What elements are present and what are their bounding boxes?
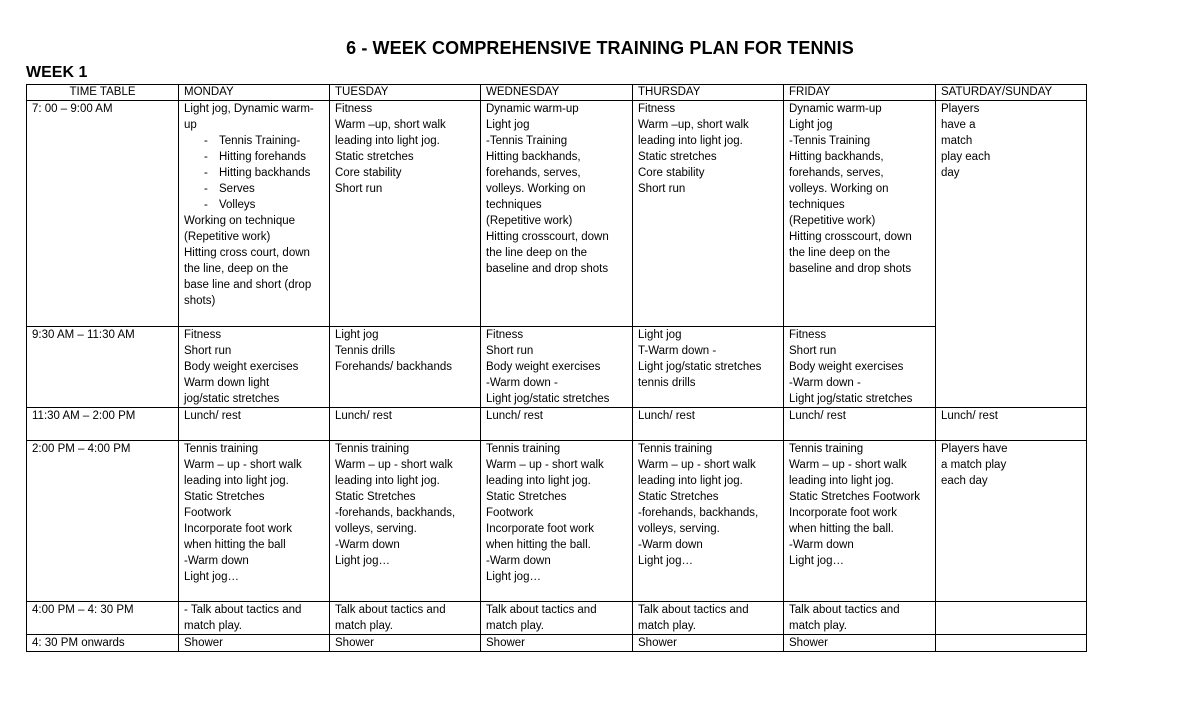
wednesday-cell — [481, 101, 633, 327]
cell-line: Core stability — [638, 167, 705, 179]
cell-line: volleys. Working on — [789, 183, 889, 195]
thursday-cell — [633, 327, 784, 408]
cell-line: leading into light jog. — [184, 475, 289, 487]
tennis-training-list — [184, 133, 324, 213]
weekend-cell — [936, 441, 1087, 602]
cell-line: leading into light jog. — [638, 135, 743, 147]
cell-line: match play. — [638, 620, 696, 632]
cell-line: Warm – up - short walk — [184, 459, 302, 471]
cell-line: - Talk about tactics and — [184, 604, 302, 616]
cell-line: Light jog… — [789, 555, 844, 567]
friday-cell — [784, 602, 936, 635]
cell-line: Dynamic warm-up — [789, 103, 882, 115]
cell-line: Hitting backhands, — [486, 151, 581, 163]
friday-cell — [784, 327, 936, 408]
thursday-cell — [633, 101, 784, 327]
cell-line: jog/static stretches — [184, 393, 280, 405]
cell-line: leading into light jog. — [486, 475, 591, 487]
cell-line: Incorporate foot work — [789, 507, 898, 519]
cell-line: leading into light jog. — [789, 475, 894, 487]
cell-line: Working on technique — [184, 215, 296, 227]
cell-line: match — [941, 135, 973, 147]
cell-line: Body weight exercises — [789, 361, 904, 373]
tuesday-cell — [330, 101, 481, 327]
cell-line: tennis drills — [638, 377, 696, 389]
cell-line: Short run — [638, 183, 686, 195]
monday-cell — [179, 327, 330, 408]
header-friday: FRIDAY — [784, 85, 936, 101]
cell-line: Body weight exercises — [184, 361, 299, 373]
training-table — [26, 84, 1087, 652]
cell-line: Hitting crosscourt, down — [486, 231, 609, 243]
cell-line: (Repetitive work) — [789, 215, 876, 227]
cell-line: day — [941, 167, 960, 179]
time-cell: 7: 00 – 9:00 AM — [27, 101, 179, 327]
cell-line: -Warm down — [335, 539, 400, 551]
wednesday-cell — [481, 602, 633, 635]
cell-line: Static stretches — [335, 151, 414, 163]
cell-line: Static Stretches — [335, 491, 416, 503]
cell-line: Static Stretches — [486, 491, 567, 503]
time-cell: 2:00 PM – 4:00 PM — [27, 441, 179, 602]
cell-line: Hitting backhands, — [789, 151, 884, 163]
time-cell: 11:30 AM – 2:00 PM — [27, 408, 179, 441]
weekend-cell — [936, 602, 1087, 635]
cell-line: baseline and drop shots — [486, 263, 609, 275]
cell-line: Hitting cross court, down — [184, 247, 310, 259]
cell-line: (Repetitive work) — [486, 215, 573, 227]
list-item: - Hitting backhands — [204, 165, 324, 181]
cell-line: leading into light jog. — [335, 135, 440, 147]
cell-line: volleys, serving. — [335, 523, 417, 535]
list-item: - Serves — [204, 181, 324, 197]
cell-line: Warm – up - short walk — [335, 459, 453, 471]
cell-line: Tennis training — [789, 443, 864, 455]
friday-cell — [784, 441, 936, 602]
cell-line: match play. — [184, 620, 242, 632]
cell-line: Light jog — [335, 329, 379, 341]
cell-line: Players — [941, 103, 980, 115]
cell-line: techniques — [486, 199, 542, 211]
tuesday-cell — [330, 441, 481, 602]
cell-line: Core stability — [335, 167, 402, 179]
monday-cell: Shower — [179, 635, 330, 652]
cell-line: Tennis training — [638, 443, 713, 455]
cell-line: the line deep on the — [789, 247, 891, 259]
cell-line: techniques — [789, 199, 845, 211]
cell-line: Light jog, Dynamic warm- — [184, 103, 314, 115]
cell-line: Hitting crosscourt, down — [789, 231, 912, 243]
header-monday: MONDAY — [179, 85, 330, 101]
thursday-cell — [633, 441, 784, 602]
cell-line: Tennis training — [184, 443, 259, 455]
cell-line: -Warm down — [486, 555, 551, 567]
table-row — [27, 408, 1087, 441]
tuesday-cell: Lunch/ rest — [330, 408, 481, 441]
cell-line: Light jog — [789, 119, 833, 131]
header-saturday-sunday: SATURDAY/SUNDAY — [936, 85, 1087, 101]
monday-cell — [179, 441, 330, 602]
thursday-cell: Lunch/ rest — [633, 408, 784, 441]
cell-line: Static Stretches — [638, 491, 719, 503]
weekend-cell: Lunch/ rest — [936, 408, 1087, 441]
cell-line: volleys. Working on — [486, 183, 586, 195]
cell-line: volleys, serving. — [638, 523, 720, 535]
wednesday-cell — [481, 327, 633, 408]
cell-line: T-Warm down - — [638, 345, 717, 357]
cell-line: leading into light jog. — [335, 475, 440, 487]
table-row — [27, 101, 1087, 327]
cell-line: -Warm down — [184, 555, 249, 567]
friday-cell — [784, 101, 936, 327]
cell-line: Warm down light — [184, 377, 270, 389]
cell-line: -forehands, backhands, — [638, 507, 759, 519]
week-label: WEEK 1 — [26, 64, 88, 81]
cell-line: Static Stretches Footwork — [789, 491, 921, 503]
cell-line: match play. — [486, 620, 544, 632]
list-item: - Tennis Training- — [204, 133, 324, 149]
list-item: - Hitting forehands — [204, 149, 324, 165]
cell-line: -Tennis Training — [486, 135, 568, 147]
cell-line: Light jog… — [335, 555, 390, 567]
cell-line: Fitness — [184, 329, 222, 341]
weekend-cell — [936, 101, 1087, 408]
cell-line: Short run — [184, 345, 232, 357]
cell-line: -Warm down - — [789, 377, 861, 389]
cell-line: Fitness — [638, 103, 676, 115]
table-header-row — [27, 85, 1087, 101]
wednesday-cell: Shower — [481, 635, 633, 652]
cell-line: Short run — [486, 345, 534, 357]
cell-line: Fitness — [335, 103, 373, 115]
monday-cell: Lunch/ rest — [179, 408, 330, 441]
cell-line: match play. — [789, 620, 847, 632]
cell-line: Talk about tactics and — [638, 604, 749, 616]
friday-cell: Lunch/ rest — [784, 408, 936, 441]
header-thursday: THURSDAY — [633, 85, 784, 101]
cell-line: Light jog… — [638, 555, 693, 567]
cell-line: Static stretches — [638, 151, 717, 163]
monday-cell — [179, 602, 330, 635]
cell-line: Static Stretches — [184, 491, 265, 503]
cell-line: -Warm down - — [486, 377, 558, 389]
cell-line: baseline and drop shots — [789, 263, 912, 275]
cell-line: -forehands, backhands, — [335, 507, 456, 519]
tuesday-cell — [330, 602, 481, 635]
list-item: - Volleys — [204, 197, 324, 213]
cell-line: -Warm down — [638, 539, 703, 551]
wednesday-cell: Lunch/ rest — [481, 408, 633, 441]
header-time-table: TIME TABLE — [27, 85, 179, 101]
cell-line: the line deep on the — [486, 247, 588, 259]
time-cell: 9:30 AM – 11:30 AM — [27, 327, 179, 408]
thursday-cell: Shower — [633, 635, 784, 652]
cell-line: Talk about tactics and — [486, 604, 597, 616]
cell-line: Tennis training — [486, 443, 561, 455]
cell-line: Dynamic warm-up — [486, 103, 579, 115]
tuesday-cell: Shower — [330, 635, 481, 652]
cell-line: play each — [941, 151, 991, 163]
cell-line: Short run — [335, 183, 383, 195]
cell-line: have a — [941, 119, 976, 131]
cell-line: Tennis drills — [335, 345, 396, 357]
table-row — [27, 635, 1087, 652]
cell-line: when hitting the ball — [184, 539, 286, 551]
page-title: 6 - WEEK COMPREHENSIVE TRAINING PLAN FOR TENNIS — [346, 38, 854, 58]
cell-line: Tennis training — [335, 443, 410, 455]
thursday-cell — [633, 602, 784, 635]
header-tuesday: TUESDAY — [330, 85, 481, 101]
table-row — [27, 327, 1087, 408]
cell-line: Warm –up, short walk — [335, 119, 446, 131]
header-wednesday: WEDNESDAY — [481, 85, 633, 101]
cell-line: Light jog/static stretches — [638, 361, 762, 373]
cell-line: Warm – up - short walk — [638, 459, 756, 471]
cell-line: shots) — [184, 295, 216, 307]
cell-line: leading into light jog. — [638, 475, 743, 487]
cell-line: Fitness — [486, 329, 524, 341]
cell-line: Light jog… — [486, 571, 541, 583]
cell-line: (Repetitive work) — [184, 231, 271, 243]
cell-line: Forehands/ backhands — [335, 361, 452, 373]
time-cell: 4: 30 PM onwards — [27, 635, 179, 652]
cell-line: Talk about tactics and — [335, 604, 446, 616]
cell-line: base line and short (drop — [184, 279, 312, 291]
cell-line: match play. — [335, 620, 393, 632]
tuesday-cell — [330, 327, 481, 408]
cell-line: forehands, serves, — [789, 167, 884, 179]
cell-line: Short run — [789, 345, 837, 357]
cell-line: Incorporate foot work — [184, 523, 293, 535]
friday-cell: Shower — [784, 635, 936, 652]
cell-line: Body weight exercises — [486, 361, 601, 373]
table-row — [27, 441, 1087, 602]
cell-line: when hitting the ball. — [789, 523, 894, 535]
cell-line: when hitting the ball. — [486, 539, 591, 551]
cell-line: -Tennis Training — [789, 135, 871, 147]
monday-cell — [179, 101, 330, 327]
weekend-cell — [936, 635, 1087, 652]
cell-line: Footwork — [486, 507, 534, 519]
cell-line: Warm – up - short walk — [789, 459, 907, 471]
cell-line: each day — [941, 475, 988, 487]
cell-line: the line, deep on the — [184, 263, 289, 275]
cell-line: a match play — [941, 459, 1007, 471]
time-cell: 4:00 PM – 4: 30 PM — [27, 602, 179, 635]
cell-line: Light jog — [486, 119, 530, 131]
cell-line: Players have — [941, 443, 1008, 455]
cell-line: up — [184, 119, 197, 131]
cell-line: Light jog… — [184, 571, 239, 583]
cell-line: Light jog/static stretches — [486, 393, 610, 405]
cell-line: Talk about tactics and — [789, 604, 900, 616]
cell-line: Light jog/static stretches — [789, 393, 913, 405]
cell-line: Fitness — [789, 329, 827, 341]
cell-line: Warm – up - short walk — [486, 459, 604, 471]
table-row — [27, 602, 1087, 635]
cell-line: Warm –up, short walk — [638, 119, 749, 131]
cell-line: forehands, serves, — [486, 167, 581, 179]
cell-line: Incorporate foot work — [486, 523, 595, 535]
cell-line: -Warm down — [789, 539, 854, 551]
cell-line: Footwork — [184, 507, 232, 519]
wednesday-cell — [481, 441, 633, 602]
cell-line: Light jog — [638, 329, 682, 341]
